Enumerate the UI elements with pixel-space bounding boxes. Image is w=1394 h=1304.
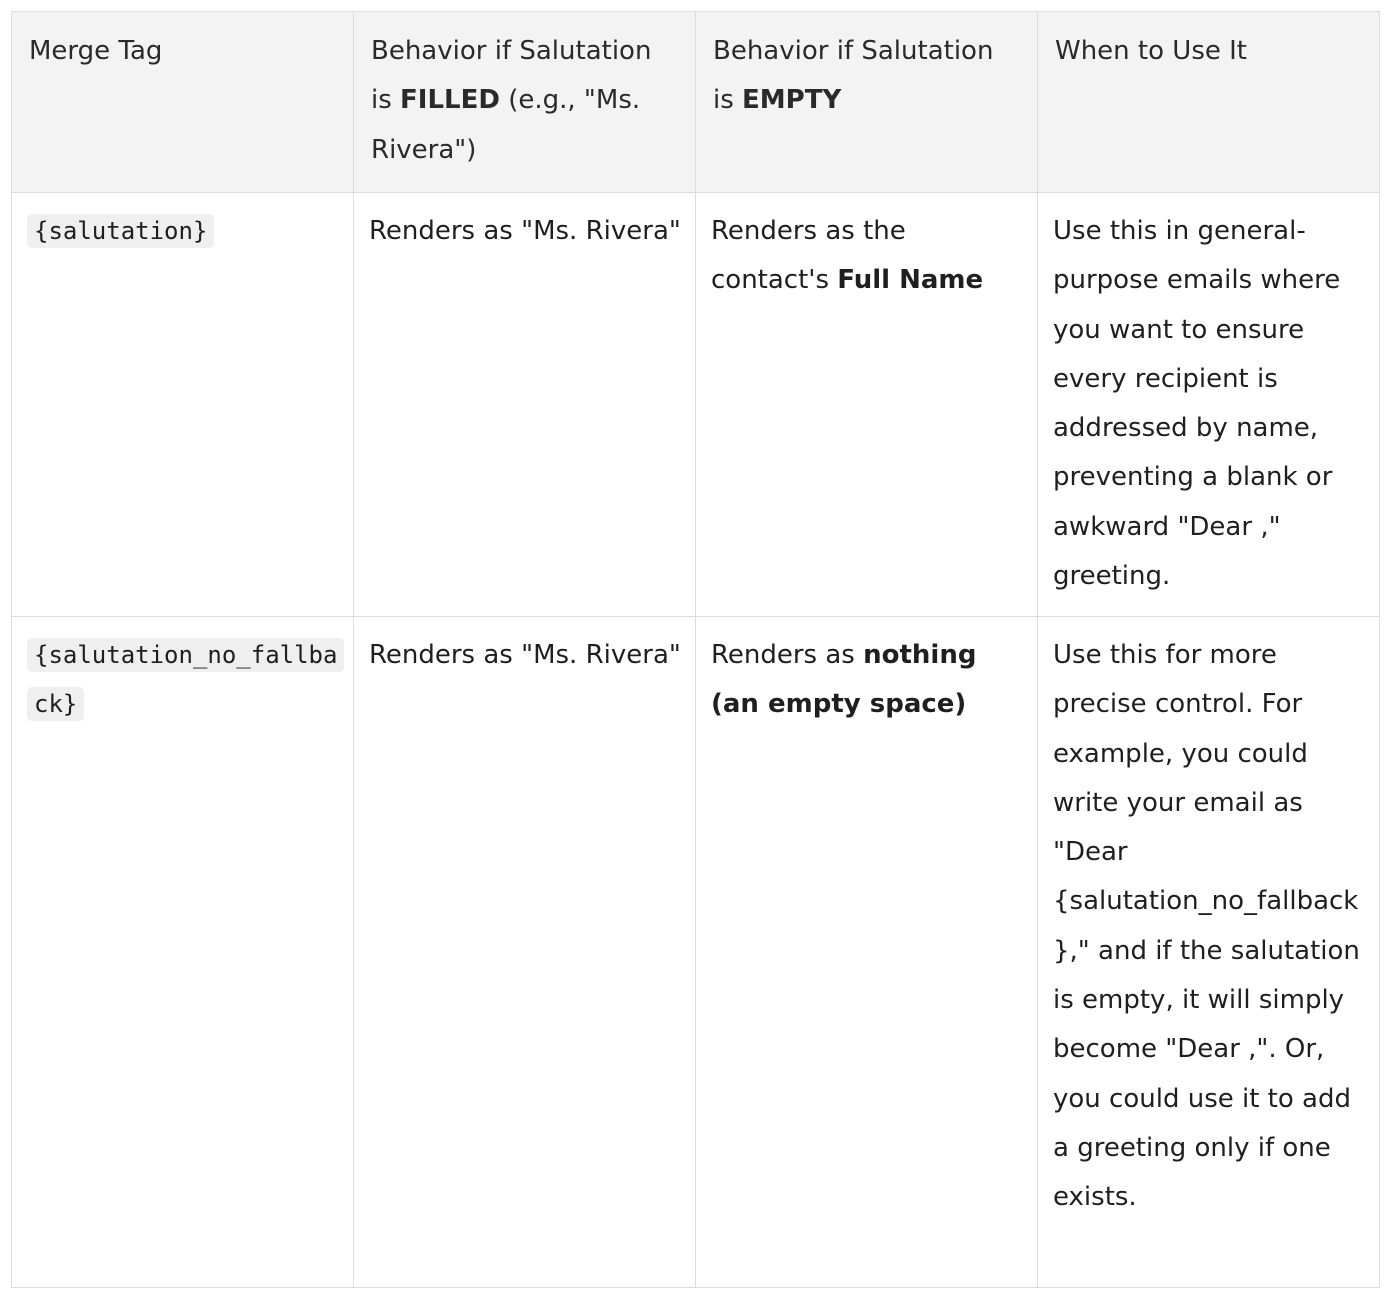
header-when (1038, 12, 1380, 193)
header-filled-pre: Behavior if Salutation is (371, 36, 652, 116)
header-filled-post: (e.g., "Ms. Rivera") (371, 85, 641, 165)
header-when-label: When to Use It (1055, 36, 1247, 66)
row-filled-cell (354, 193, 696, 617)
row-when-text: Use this for more precise control. For example, you could write your email as "Dear {salutation_no_fallback}," and if the salutation is empty, it will simply become "Dear ,". Or, you could use it to add a greeting only if one exists. (1053, 640, 1360, 1213)
row-empty-bold: Full Name (837, 265, 984, 296)
row-filled-text: Renders as "Ms. Rivera" (369, 640, 681, 670)
row-empty-bold: nothing (an empty space) (711, 640, 977, 720)
header-merge-tag (12, 12, 354, 193)
header-filled-bold: FILLED (400, 85, 500, 116)
merge-tag-table (11, 11, 1380, 1288)
header-merge-tag-label: Merge Tag (29, 36, 163, 66)
table-row (12, 193, 1380, 617)
table-body (12, 193, 1380, 1288)
header-empty-bold: EMPTY (742, 85, 842, 116)
row-filled-text: Renders as "Ms. Rivera" (369, 216, 681, 246)
merge-tag-code: {salutation_no_fallback} (27, 638, 344, 721)
row-empty-pre: Renders as (711, 640, 864, 670)
header-row (12, 12, 1380, 193)
merge-tag-code: {salutation} (27, 214, 214, 248)
row-empty-pre: Renders as the contact's (711, 216, 906, 296)
row-when-text: Use this in general-purpose emails where you want to ensure every recipient is addressed by name, preventing a blank or awkward "Dear ," greeting. (1053, 216, 1341, 592)
header-empty-pre: Behavior if Salutation is (713, 36, 994, 116)
row-tag-cell (12, 193, 354, 617)
row-filled-cell (354, 617, 696, 1288)
row-empty-cell (696, 193, 1038, 617)
row-tag-cell (12, 617, 354, 1288)
merge-tag-table-container (11, 11, 1380, 1288)
row-empty-cell (696, 617, 1038, 1288)
row-when-cell (1038, 193, 1380, 617)
header-filled (354, 12, 696, 193)
row-when-cell (1038, 617, 1380, 1288)
table-row (12, 617, 1380, 1288)
header-empty (696, 12, 1038, 193)
table-header (12, 12, 1380, 193)
